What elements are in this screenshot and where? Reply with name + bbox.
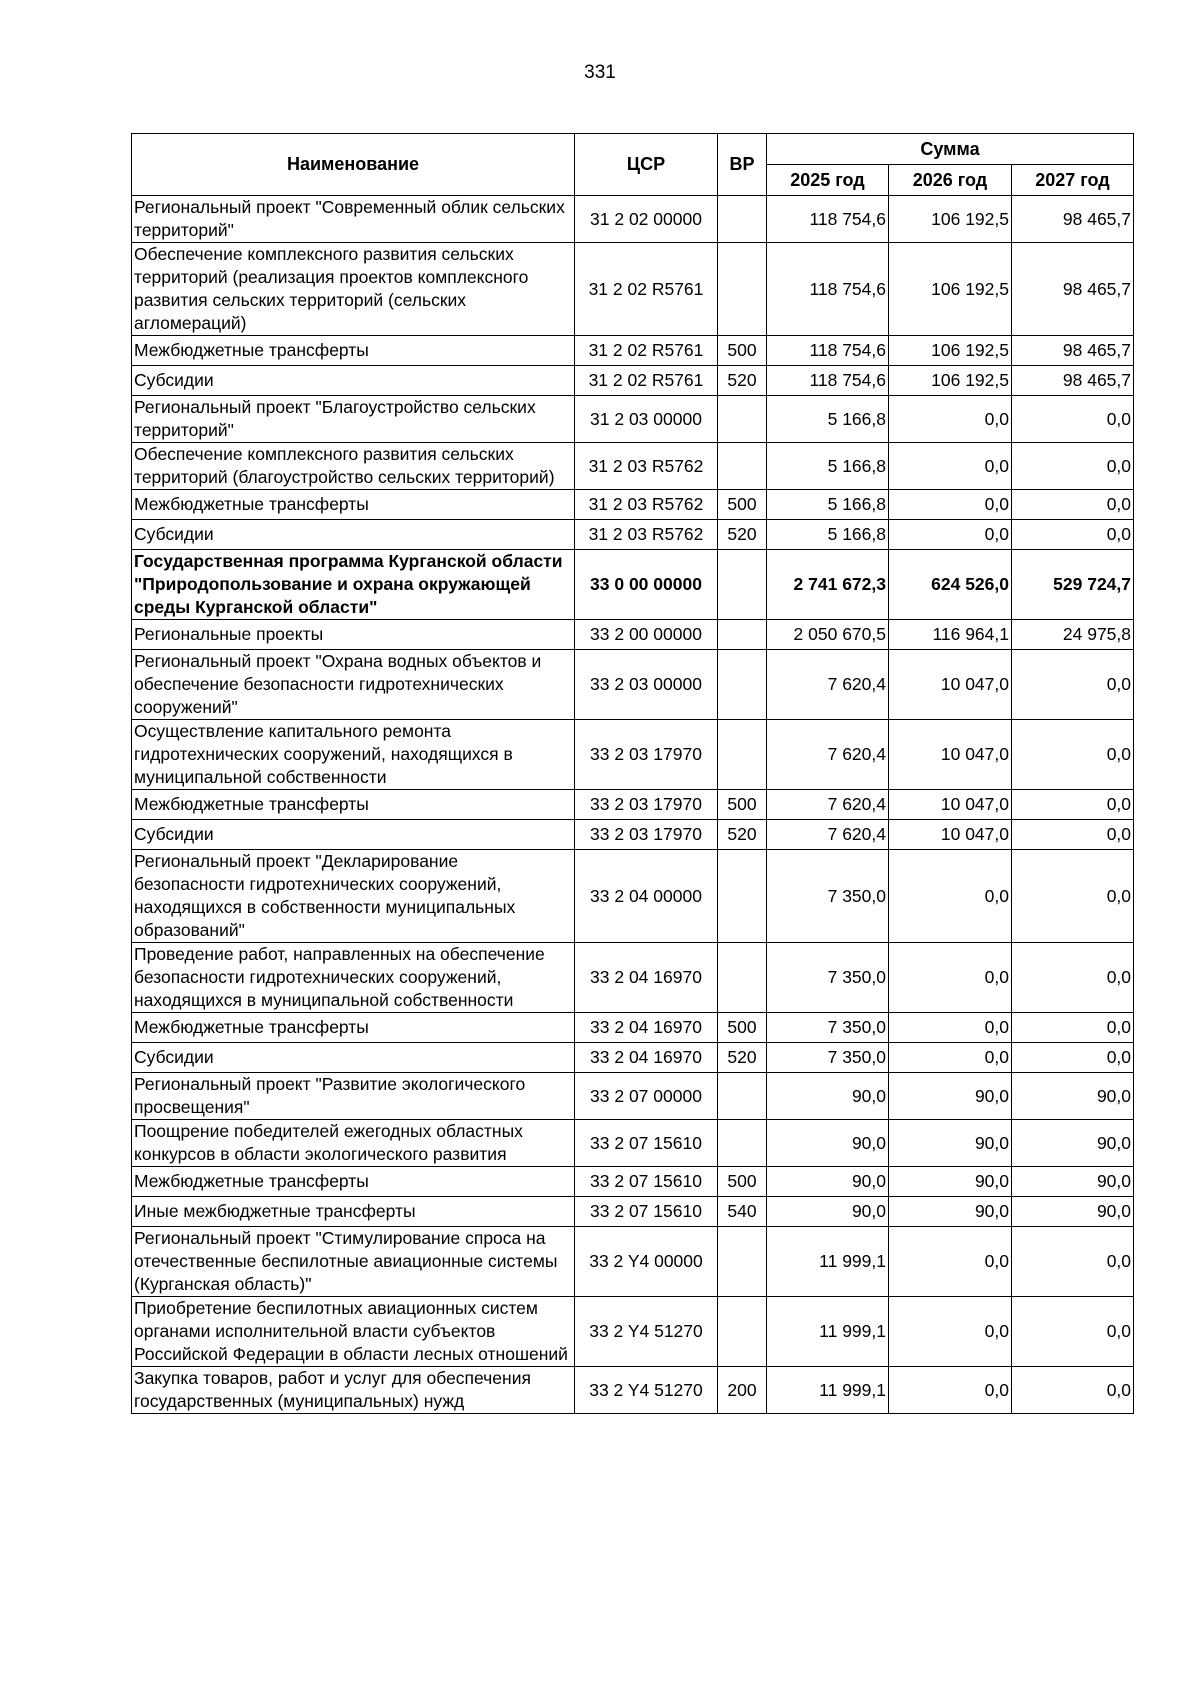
row-csr-cell: 31 2 03 R5762 — [575, 520, 718, 550]
row-name-cell: Региональный проект "Декларирование безопасности гидротехнических сооружений, находящихся в собственности муниципальных образований" — [132, 850, 575, 943]
row-sum-2027-cell: 98 465,7 — [1012, 243, 1134, 336]
row-csr-cell: 33 0 00 00000 — [575, 550, 718, 620]
row-csr-cell: 33 2 03 17970 — [575, 790, 718, 820]
table-row — [132, 820, 1134, 850]
row-sum-2025-cell: 118 754,6 — [767, 366, 889, 396]
row-csr-cell: 33 2 04 16970 — [575, 943, 718, 1013]
row-csr-cell: 33 2 07 15610 — [575, 1120, 718, 1167]
row-sum-2026-cell: 10 047,0 — [889, 820, 1012, 850]
table-row — [132, 1120, 1134, 1167]
row-name-cell: Региональный проект "Развитие экологического просвещения" — [132, 1073, 575, 1120]
row-sum-2025-cell: 7 620,4 — [767, 820, 889, 850]
row-sum-2026-cell: 106 192,5 — [889, 336, 1012, 366]
row-sum-2025-cell: 11 999,1 — [767, 1367, 889, 1414]
row-name-cell: Региональный проект "Охрана водных объектов и обеспечение безопасности гидротехнических сооружений" — [132, 650, 575, 720]
row-name-cell: Обеспечение комплексного развития сельских территорий (благоустройство сельских территорий) — [132, 443, 575, 490]
row-csr-cell: 31 2 02 R5761 — [575, 366, 718, 396]
table-header — [132, 134, 1134, 196]
row-sum-2026-cell: 106 192,5 — [889, 366, 1012, 396]
table-row — [132, 620, 1134, 650]
table-row — [132, 1073, 1134, 1120]
row-sum-2026-cell: 90,0 — [889, 1197, 1012, 1227]
row-sum-2025-cell: 118 754,6 — [767, 243, 889, 336]
row-sum-2027-cell: 0,0 — [1012, 1227, 1134, 1297]
row-sum-2026-cell: 0,0 — [889, 490, 1012, 520]
header-sum: Сумма — [767, 134, 1134, 165]
row-csr-cell: 31 2 03 00000 — [575, 396, 718, 443]
row-sum-2026-cell: 90,0 — [889, 1120, 1012, 1167]
row-sum-2026-cell: 116 964,1 — [889, 620, 1012, 650]
table-row — [132, 650, 1134, 720]
row-vr-cell — [718, 1120, 767, 1167]
row-vr-cell: 520 — [718, 520, 767, 550]
row-sum-2025-cell: 90,0 — [767, 1167, 889, 1197]
row-sum-2025-cell: 7 620,4 — [767, 650, 889, 720]
row-sum-2026-cell: 10 047,0 — [889, 790, 1012, 820]
header-csr: ЦСР — [575, 134, 718, 196]
row-sum-2026-cell: 0,0 — [889, 850, 1012, 943]
table-body — [132, 196, 1134, 1414]
row-csr-cell: 31 2 03 R5762 — [575, 443, 718, 490]
row-sum-2025-cell: 7 350,0 — [767, 1043, 889, 1073]
row-name-cell: Субсидии — [132, 366, 575, 396]
row-vr-cell — [718, 650, 767, 720]
row-sum-2027-cell: 0,0 — [1012, 850, 1134, 943]
page-number: 331 — [584, 62, 616, 83]
row-sum-2026-cell: 0,0 — [889, 1043, 1012, 1073]
table-row — [132, 396, 1134, 443]
row-sum-2027-cell: 0,0 — [1012, 943, 1134, 1013]
row-sum-2027-cell: 0,0 — [1012, 1367, 1134, 1414]
row-sum-2026-cell: 10 047,0 — [889, 650, 1012, 720]
row-sum-2026-cell: 0,0 — [889, 443, 1012, 490]
row-sum-2025-cell: 118 754,6 — [767, 196, 889, 243]
table-row — [132, 1197, 1134, 1227]
row-csr-cell: 33 2 07 00000 — [575, 1073, 718, 1120]
row-sum-2027-cell: 529 724,7 — [1012, 550, 1134, 620]
row-name-cell: Межбюджетные трансферты — [132, 1013, 575, 1043]
row-csr-cell: 33 2 04 16970 — [575, 1013, 718, 1043]
header-vr: ВР — [718, 134, 767, 196]
row-name-cell: Межбюджетные трансферты — [132, 1167, 575, 1197]
budget-table — [131, 133, 1134, 1414]
header-year-2027: 2027 год — [1012, 165, 1134, 196]
header-year-2025: 2025 год — [767, 165, 889, 196]
row-vr-cell: 500 — [718, 1167, 767, 1197]
row-sum-2027-cell: 0,0 — [1012, 1013, 1134, 1043]
row-name-cell: Региональные проекты — [132, 620, 575, 650]
row-csr-cell: 31 2 03 R5762 — [575, 490, 718, 520]
table-row — [132, 366, 1134, 396]
header-year-2026: 2026 год — [889, 165, 1012, 196]
row-sum-2025-cell: 7 350,0 — [767, 850, 889, 943]
row-sum-2027-cell: 90,0 — [1012, 1167, 1134, 1197]
row-name-cell: Проведение работ, направленных на обеспечение безопасности гидротехнических сооружений, находящихся в муниципальной собственности — [132, 943, 575, 1013]
row-name-cell: Осуществление капитального ремонта гидротехнических сооружений, находящихся в муниципальной собственности — [132, 720, 575, 790]
row-sum-2027-cell: 0,0 — [1012, 720, 1134, 790]
row-vr-cell — [718, 1227, 767, 1297]
row-csr-cell: 33 2 07 15610 — [575, 1167, 718, 1197]
row-sum-2025-cell: 7 620,4 — [767, 790, 889, 820]
row-sum-2026-cell: 106 192,5 — [889, 196, 1012, 243]
row-vr-cell: 200 — [718, 1367, 767, 1414]
table-row — [132, 850, 1134, 943]
row-name-cell: Региональный проект "Современный облик сельских территорий" — [132, 196, 575, 243]
row-sum-2027-cell: 0,0 — [1012, 790, 1134, 820]
table-row — [132, 243, 1134, 336]
row-vr-cell — [718, 943, 767, 1013]
row-sum-2026-cell: 106 192,5 — [889, 243, 1012, 336]
table-row — [132, 550, 1134, 620]
row-sum-2027-cell: 98 465,7 — [1012, 196, 1134, 243]
row-vr-cell: 540 — [718, 1197, 767, 1227]
table-row — [132, 490, 1134, 520]
row-sum-2026-cell: 624 526,0 — [889, 550, 1012, 620]
table-row — [132, 196, 1134, 243]
row-vr-cell — [718, 850, 767, 943]
row-name-cell: Межбюджетные трансферты — [132, 790, 575, 820]
row-vr-cell: 500 — [718, 1013, 767, 1043]
row-name-cell: Обеспечение комплексного развития сельских территорий (реализация проектов комплексного развития сельских территорий (сельских агломераций) — [132, 243, 575, 336]
row-sum-2026-cell: 0,0 — [889, 1013, 1012, 1043]
table-row — [132, 1297, 1134, 1367]
row-sum-2026-cell: 90,0 — [889, 1167, 1012, 1197]
header-name: Наименование — [132, 134, 575, 196]
row-name-cell: Субсидии — [132, 520, 575, 550]
row-csr-cell: 33 2 03 00000 — [575, 650, 718, 720]
row-vr-cell — [718, 550, 767, 620]
row-name-cell: Поощрение победителей ежегодных областных конкурсов в области экологического развития — [132, 1120, 575, 1167]
row-vr-cell: 520 — [718, 820, 767, 850]
row-sum-2025-cell: 118 754,6 — [767, 336, 889, 366]
row-sum-2026-cell: 90,0 — [889, 1073, 1012, 1120]
row-vr-cell: 520 — [718, 366, 767, 396]
table-row — [132, 1043, 1134, 1073]
row-sum-2025-cell: 11 999,1 — [767, 1297, 889, 1367]
table-row — [132, 1167, 1134, 1197]
row-sum-2027-cell: 90,0 — [1012, 1073, 1134, 1120]
row-sum-2025-cell: 90,0 — [767, 1197, 889, 1227]
row-sum-2025-cell: 7 350,0 — [767, 1013, 889, 1043]
row-sum-2027-cell: 0,0 — [1012, 396, 1134, 443]
row-csr-cell: 33 2 Y4 51270 — [575, 1297, 718, 1367]
row-sum-2027-cell: 98 465,7 — [1012, 336, 1134, 366]
row-vr-cell: 500 — [718, 336, 767, 366]
row-sum-2026-cell: 0,0 — [889, 520, 1012, 550]
row-csr-cell: 31 2 02 00000 — [575, 196, 718, 243]
row-csr-cell: 33 2 04 16970 — [575, 1043, 718, 1073]
row-vr-cell — [718, 1297, 767, 1367]
row-sum-2025-cell: 5 166,8 — [767, 490, 889, 520]
table-row — [132, 1227, 1134, 1297]
row-sum-2026-cell: 0,0 — [889, 1227, 1012, 1297]
row-sum-2025-cell: 90,0 — [767, 1073, 889, 1120]
row-name-cell: Межбюджетные трансферты — [132, 336, 575, 366]
row-sum-2025-cell: 7 620,4 — [767, 720, 889, 790]
row-name-cell: Закупка товаров, работ и услуг для обеспечения государственных (муниципальных) нужд — [132, 1367, 575, 1414]
table-row — [132, 943, 1134, 1013]
table-row — [132, 1367, 1134, 1414]
table-row — [132, 520, 1134, 550]
row-vr-cell: 500 — [718, 790, 767, 820]
row-vr-cell — [718, 620, 767, 650]
row-sum-2027-cell: 0,0 — [1012, 443, 1134, 490]
row-sum-2027-cell: 98 465,7 — [1012, 366, 1134, 396]
row-vr-cell — [718, 720, 767, 790]
row-sum-2025-cell: 2 050 670,5 — [767, 620, 889, 650]
row-name-cell: Субсидии — [132, 1043, 575, 1073]
row-name-cell: Региональный проект "Благоустройство сельских территорий" — [132, 396, 575, 443]
row-csr-cell: 33 2 07 15610 — [575, 1197, 718, 1227]
row-sum-2026-cell: 0,0 — [889, 1297, 1012, 1367]
table-row — [132, 790, 1134, 820]
table-row — [132, 1013, 1134, 1043]
row-sum-2026-cell: 0,0 — [889, 943, 1012, 1013]
row-name-cell: Иные межбюджетные трансферты — [132, 1197, 575, 1227]
row-vr-cell: 500 — [718, 490, 767, 520]
row-vr-cell: 520 — [718, 1043, 767, 1073]
row-sum-2027-cell: 0,0 — [1012, 520, 1134, 550]
row-sum-2027-cell: 90,0 — [1012, 1197, 1134, 1227]
row-vr-cell — [718, 196, 767, 243]
row-sum-2027-cell: 0,0 — [1012, 820, 1134, 850]
row-csr-cell: 33 2 Y4 51270 — [575, 1367, 718, 1414]
row-sum-2025-cell: 5 166,8 — [767, 520, 889, 550]
row-csr-cell: 33 2 03 17970 — [575, 720, 718, 790]
row-name-cell: Государственная программа Курганской области "Природопользование и охрана окружающей среды Курганской области" — [132, 550, 575, 620]
row-sum-2025-cell: 11 999,1 — [767, 1227, 889, 1297]
row-sum-2026-cell: 0,0 — [889, 396, 1012, 443]
row-csr-cell: 31 2 02 R5761 — [575, 336, 718, 366]
row-sum-2025-cell: 5 166,8 — [767, 396, 889, 443]
row-sum-2025-cell: 7 350,0 — [767, 943, 889, 1013]
row-csr-cell: 33 2 00 00000 — [575, 620, 718, 650]
row-name-cell: Региональный проект "Стимулирование спроса на отечественные беспилотные авиационные системы (Курганская область)" — [132, 1227, 575, 1297]
row-sum-2027-cell: 0,0 — [1012, 490, 1134, 520]
row-vr-cell — [718, 243, 767, 336]
row-sum-2027-cell: 0,0 — [1012, 1297, 1134, 1367]
row-sum-2027-cell: 90,0 — [1012, 1120, 1134, 1167]
row-vr-cell — [718, 396, 767, 443]
row-sum-2027-cell: 24 975,8 — [1012, 620, 1134, 650]
row-name-cell: Приобретение беспилотных авиационных систем органами исполнительной власти субъектов Российской Федерации в области лесных отношений — [132, 1297, 575, 1367]
row-csr-cell: 31 2 02 R5761 — [575, 243, 718, 336]
row-sum-2027-cell: 0,0 — [1012, 650, 1134, 720]
row-csr-cell: 33 2 04 00000 — [575, 850, 718, 943]
table-row — [132, 720, 1134, 790]
row-name-cell: Межбюджетные трансферты — [132, 490, 575, 520]
table-row — [132, 443, 1134, 490]
row-sum-2026-cell: 10 047,0 — [889, 720, 1012, 790]
row-name-cell: Субсидии — [132, 820, 575, 850]
row-sum-2025-cell: 5 166,8 — [767, 443, 889, 490]
row-sum-2026-cell: 0,0 — [889, 1367, 1012, 1414]
row-sum-2027-cell: 0,0 — [1012, 1043, 1134, 1073]
table-row — [132, 336, 1134, 366]
row-sum-2025-cell: 2 741 672,3 — [767, 550, 889, 620]
row-csr-cell: 33 2 Y4 00000 — [575, 1227, 718, 1297]
row-vr-cell — [718, 1073, 767, 1120]
row-csr-cell: 33 2 03 17970 — [575, 820, 718, 850]
row-vr-cell — [718, 443, 767, 490]
row-sum-2025-cell: 90,0 — [767, 1120, 889, 1167]
